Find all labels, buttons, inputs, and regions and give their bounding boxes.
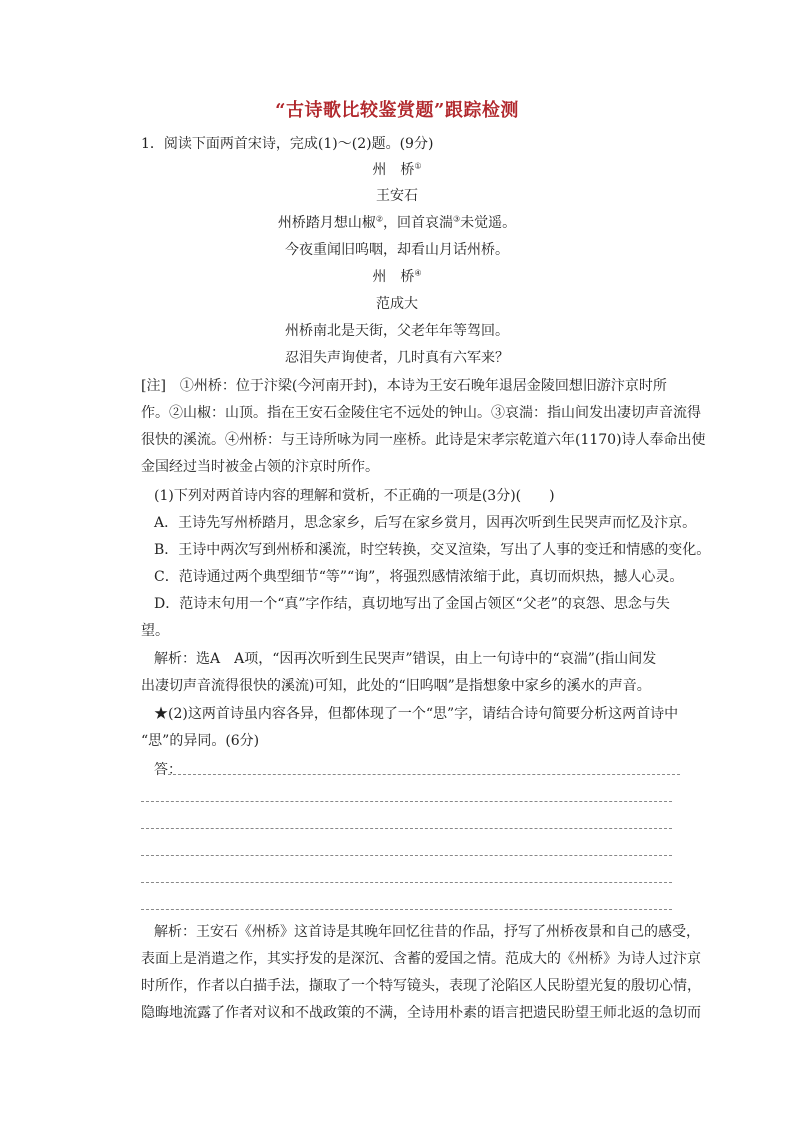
sub1-stem: (1)下列对两首诗内容的理解和赏析，不正确的一项是(3分)( ) <box>154 488 555 504</box>
answer-line[interactable] <box>141 882 672 883</box>
sub2-analysis-line: 隐晦地流露了作者对议和不战政策的不满，全诗用朴素的语言把遗民盼望王师北返的急切而 <box>141 1005 701 1021</box>
answer-line[interactable] <box>141 801 672 802</box>
answer-label: 答： <box>154 762 182 778</box>
notes-line: 金国经过当时被金占领的汴京时所作。 <box>141 459 379 475</box>
notes-line: 作。②山椒：山顶。指在王安石金陵住宅不远处的钟山。③哀湍：指山间发出凄切声音流得 <box>141 405 701 421</box>
sub2-analysis-line: 表面上是消遣之作，其实抒发的是深沉、含蓄的爱国之情。范成大的《州桥》为诗人过汴京 <box>141 951 701 967</box>
page-title: “古诗歌比较鉴赏题”跟踪检测 <box>275 100 519 121</box>
poem1-title-note: ① <box>414 161 422 171</box>
poem1-line1 <box>0 213 794 233</box>
option-c: C．范诗通过两个典型细节“等”“询”，将强烈感情浓缩于此，真切而炽热，撼人心灵。 <box>154 569 684 585</box>
sub2-analysis-line: 时所作，作者以白描手法，撷取了一个特写镜头，表现了沦陷区人民盼望光复的殷切心情， <box>141 978 701 994</box>
answer-line[interactable] <box>141 828 672 829</box>
poem2-title-text: 州 桥 <box>372 269 415 285</box>
sub2-stem-line: ★(2)这两首诗虽内容各异，但都体现了一个“思”字，请结合诗句简要分析这两首诗中 <box>154 706 679 722</box>
poem1-line1-note-a: ② <box>375 214 383 224</box>
poem2-line1: 州桥南北是天街，父老年年等驾回。 <box>285 323 509 339</box>
notes-line: 很快的溪流。④州桥：与王诗所咏为同一座桥。此诗是宋孝宗乾道六年(1170)诗人奉命出使 <box>141 432 706 448</box>
poem1-line1-part-c: 未觉遥。 <box>460 215 517 231</box>
poem1-title <box>0 160 794 180</box>
poem2-line2: 忍泪失声询使者，几时真有六军来？ <box>285 350 509 366</box>
poem1-line1-part-b: ，回首哀湍 <box>383 215 453 231</box>
sub2-analysis-line: 解析：王安石《州桥》这首诗是其晚年回忆往昔的作品，抒写了州桥夜景和自己的感受， <box>154 924 700 940</box>
poem1-line1-note-b: ③ <box>453 214 461 224</box>
answer-line[interactable] <box>141 855 672 856</box>
poem2-author: 范成大 <box>376 296 418 312</box>
answer-line[interactable] <box>141 909 672 910</box>
option-a: A．王诗先写州桥踏月，思念家乡，后写在家乡赏月，因再次听到生民哭声而忆及汴京。 <box>154 515 697 531</box>
poem1-line2: 今夜重闻旧呜咽，却看山月话州桥。 <box>285 242 509 258</box>
poem2-title-note: ④ <box>414 268 422 278</box>
option-d-continued: 望。 <box>141 623 169 639</box>
option-b: B．王诗中两次写到州桥和溪流，时空转换，交叉渲染，写出了人事的变迁和情感的变化。 <box>154 542 711 558</box>
question-1-stem: 1．阅读下面两首宋诗，完成(1)～(2)题。(9分) <box>141 136 434 152</box>
poem2-title <box>0 267 794 287</box>
option-d: D．范诗末句用一个“真”字作结，真切地写出了金国占领区“父老”的哀怨、思念与失 <box>154 596 670 612</box>
sub2-stem-line: “思”的异同。(6分) <box>141 733 260 749</box>
answer-line[interactable] <box>168 774 680 775</box>
notes-line: [注] ①州桥：位于汴梁(今河南开封)，本诗为王安石晚年退居金陵回想旧游汴京时所 <box>141 378 667 394</box>
poem1-title-text: 州 桥 <box>372 162 415 178</box>
sub1-analysis-line: 出凄切声音流得很快的溪流)可知，此处的“旧呜咽”是指想象中家乡的溪水的声音。 <box>141 678 651 694</box>
poem1-line1-part-a: 州桥踏月想山椒 <box>277 215 376 231</box>
sub1-analysis-line: 解析：选A A项，“因再次听到生民哭声”错误，由上一句诗中的“哀湍”(指山间发 <box>154 651 657 667</box>
poem1-author: 王安石 <box>376 188 418 204</box>
